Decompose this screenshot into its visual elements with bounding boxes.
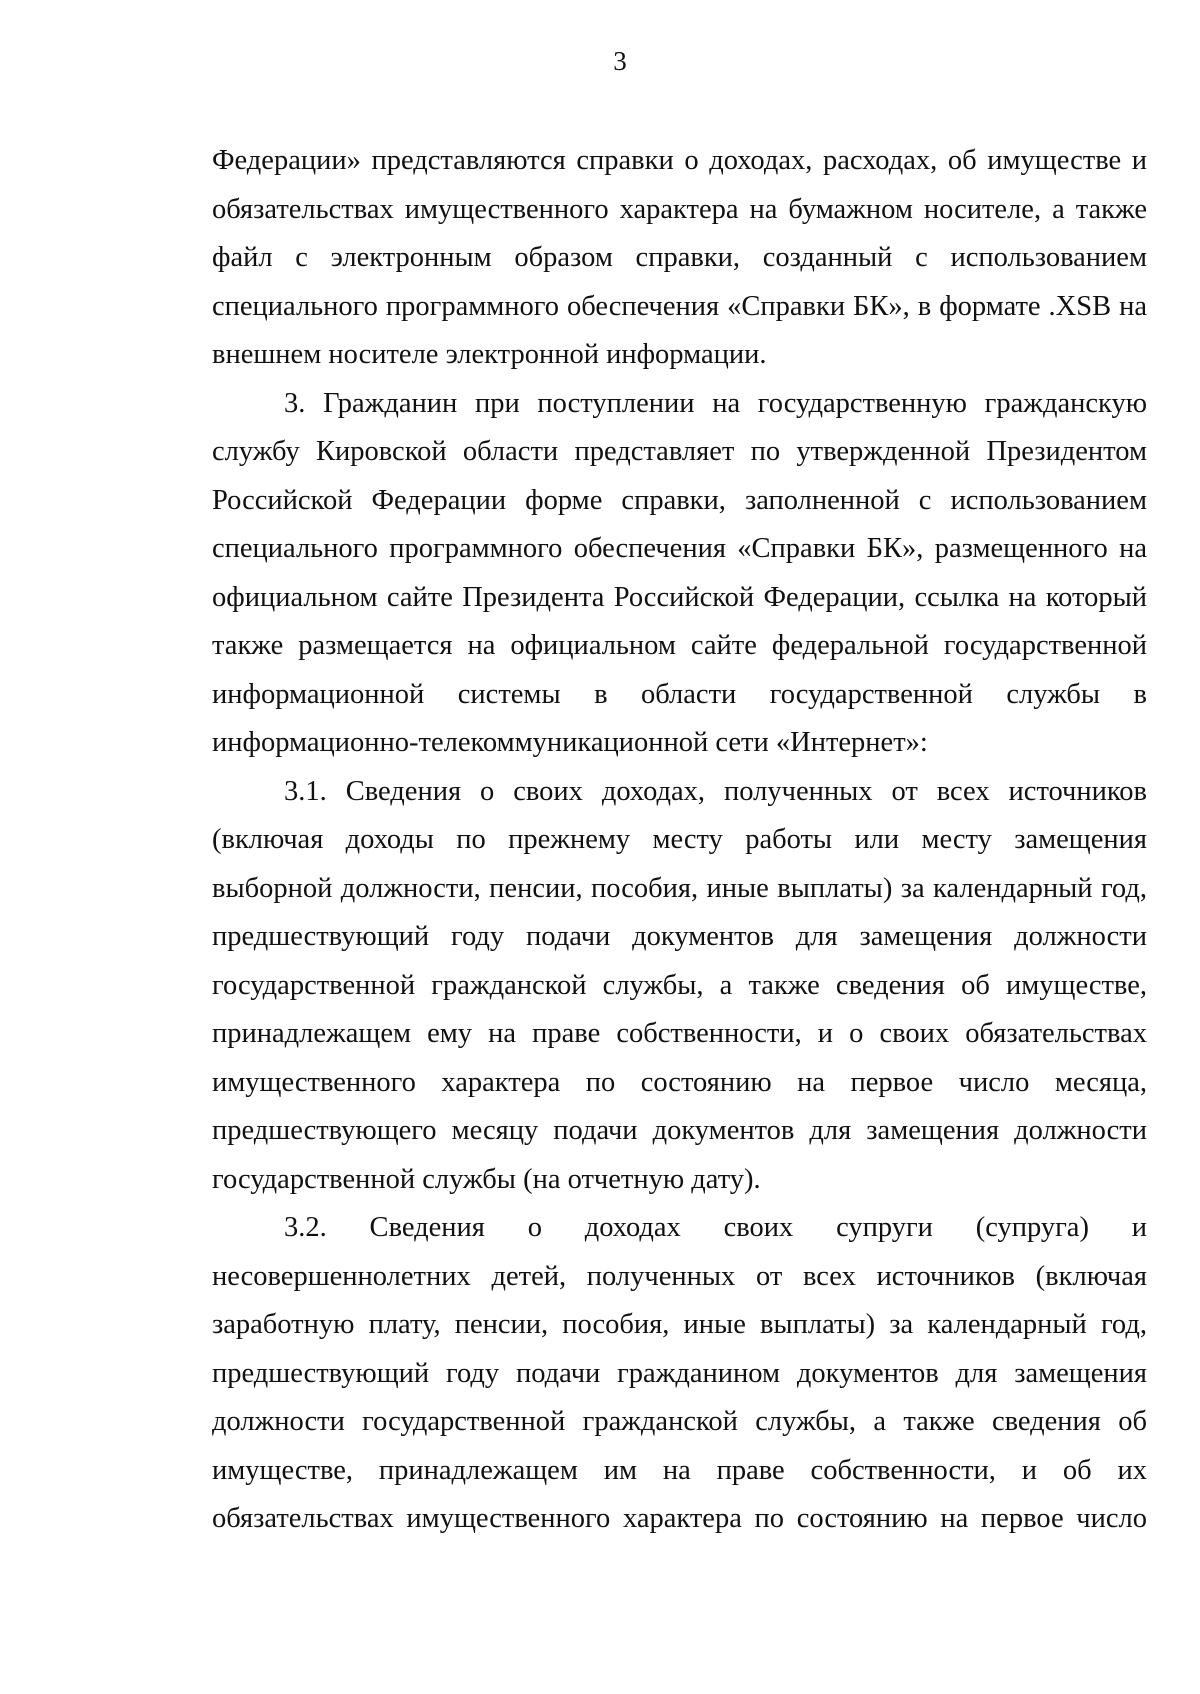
paragraph	[212, 137, 1147, 380]
text-line: обязательствах имущественного характера по состоянию на первое число	[212, 1503, 1147, 1534]
text-line: также размещается на официальном сайте федеральной государственной	[212, 630, 1147, 661]
text-line: выборной должности, пенсии, пособия, иные выплаты) за календарный год,	[212, 872, 1147, 904]
text-line: (включая доходы по прежнему месту работы или месту замещения	[212, 824, 1147, 855]
text-line: должности государственной гражданской службы, а также сведения об	[212, 1406, 1147, 1437]
text-line: обязательствах имущественного характера на бумажном носителе, а также	[212, 193, 1147, 225]
text-line: предшествующий году подачи документов для замещения должности	[212, 921, 1147, 952]
text-line: службу Кировской области представляет по утвержденной Президентом	[212, 436, 1147, 467]
text-line: имущественного характера по состоянию на первое число месяца,	[212, 1066, 1147, 1098]
text-line: заработную плату, пенсии, пособия, иные выплаты) за календарный год,	[212, 1309, 1147, 1340]
text-line: Российской Федерации форме справки, заполненной с использованием	[212, 484, 1147, 516]
text-line: 3.2. Сведения о доходах своих супруги (супруга) и	[284, 1212, 1147, 1243]
page-number: 3	[613, 46, 627, 76]
text-line: государственной службы (на отчетную дату).	[212, 1163, 761, 1195]
text-line: имуществе, принадлежащем им на праве собственности, и об их	[212, 1454, 1147, 1486]
text-line: предшествующего месяцу подачи документов для замещения должности	[212, 1115, 1147, 1146]
paragraph	[212, 768, 1147, 1205]
text-line: специального программного обеспечения «Справки БК», в формате .XSB на	[212, 290, 1147, 322]
text-line: файл с электронным образом справки, созданный с использованием	[212, 242, 1147, 273]
text-line: Федерации» представляются справки о доходах, расходах, об имуществе и	[212, 145, 1147, 176]
paragraph	[212, 380, 1147, 768]
text-line: информационной системы в области государственной службы в	[212, 678, 1147, 710]
text-line: внешнем носителе электронной информации.	[212, 339, 767, 370]
document-body	[212, 137, 1147, 1544]
text-line: несовершеннолетних детей, полученных от всех источников (включая	[212, 1260, 1147, 1292]
text-line: 3. Гражданин при поступлении на государственную гражданскую	[284, 387, 1147, 419]
text-line: принадлежащем ему на праве собственности, и о своих обязательствах	[212, 1018, 1147, 1049]
text-line: государственной гражданской службы, а также сведения об имуществе,	[212, 969, 1147, 1001]
text-line: официальном сайте Президента Российской Федерации, ссылка на который	[212, 581, 1147, 613]
text-line: 3.1. Сведения о своих доходах, полученных от всех источников	[284, 775, 1147, 807]
paragraph	[212, 1204, 1147, 1544]
text-line: информационно-телекоммуникационной сети «Интернет»:	[212, 727, 928, 758]
text-line: специального программного обеспечения «Справки БК», размещенного на	[212, 533, 1147, 564]
text-line: предшествующий году подачи гражданином документов для замещения	[212, 1357, 1147, 1389]
